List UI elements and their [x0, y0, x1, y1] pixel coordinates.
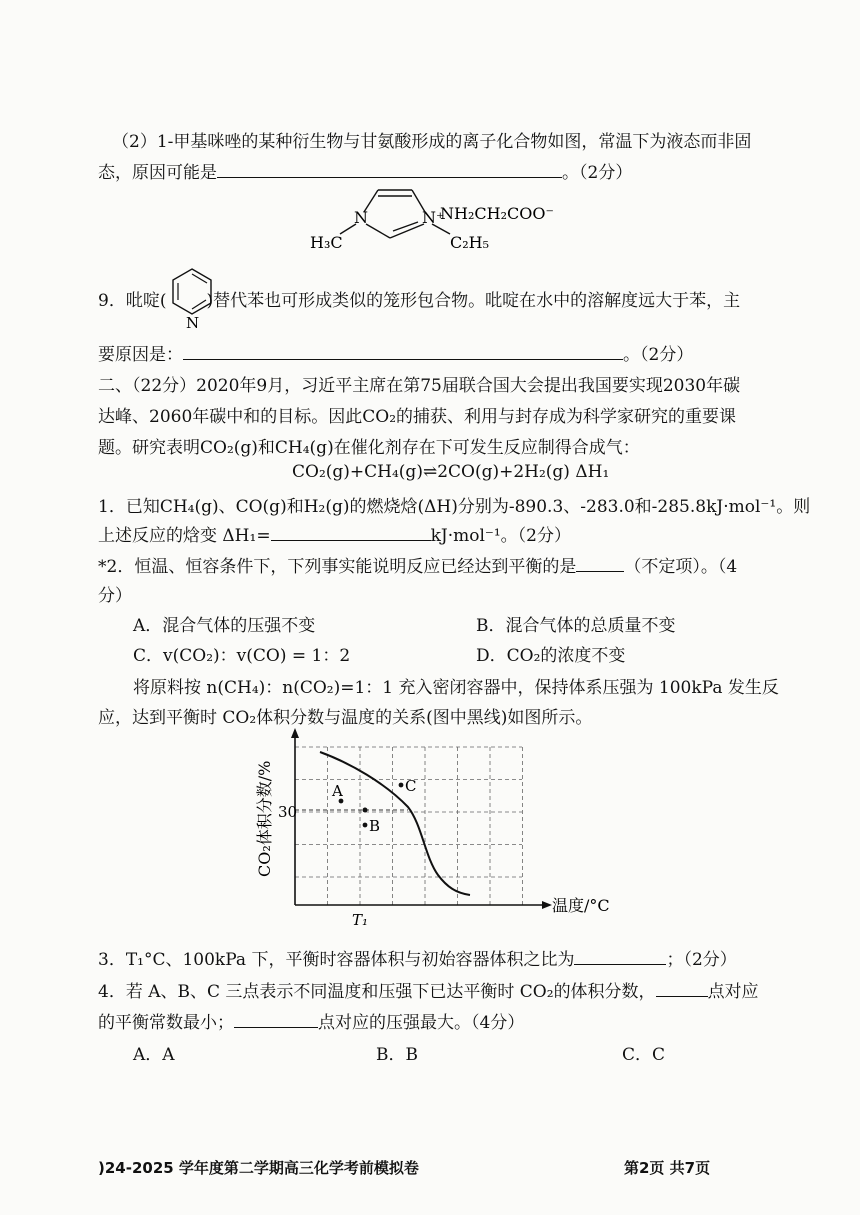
intersection-dot	[363, 808, 368, 813]
glycinate-anion: NH₂CH₂COO⁻	[440, 204, 554, 223]
q8-2-line2-suffix: 。（2分）	[562, 163, 633, 183]
q2-option-b[interactable]: B．混合气体的总质量不变	[476, 616, 676, 636]
chart-grid	[295, 747, 523, 905]
y-axis-label: CO₂体积分数/%	[255, 760, 274, 877]
footer-exam-title: )24-2025 学年度第二学期高三化学考前模拟卷	[98, 1159, 419, 1177]
q2-line1-prefix: *2．恒温、恒容条件下，下列事实能说明反应已经达到平衡的是	[98, 557, 577, 577]
imidazolium-structure	[300, 186, 560, 258]
answer-blank-q1[interactable]	[271, 523, 431, 541]
answer-blank-q3[interactable]	[574, 947, 666, 965]
q9-prefix: 9．吡啶(	[98, 291, 167, 311]
ethyl-group: C₂H₅	[450, 233, 490, 252]
intro-line2: 应，达到平衡时 CO₂体积分数与温度的关系(图中黑线)如图所示。	[98, 708, 593, 728]
pyridine-structure	[167, 265, 217, 331]
q3-line	[98, 945, 737, 970]
q4-line1-prefix: 4．若 A、B、C 三点表示不同温度和压强下已达平衡时 CO₂的体积分数，	[98, 982, 656, 1002]
x-axis-label: 温度/°C	[552, 896, 610, 915]
q1-line1: 1．已知CH₄(g)、CO(g)和H₂(g)的燃烧焓(ΔH)分别为-890.3、-283.0和-285.8kJ·mol⁻¹。则	[98, 497, 811, 517]
answer-blank-q4-b[interactable]	[234, 1010, 318, 1028]
q2-line1	[98, 552, 737, 577]
q2-option-d[interactable]: D．CO₂的浓度不变	[476, 646, 626, 666]
q2-option-c[interactable]: C．v(CO₂)：v(CO) = 1：2	[133, 646, 351, 666]
q4-line2	[98, 1008, 524, 1033]
point-b-label: B	[369, 817, 381, 835]
q1-line2	[98, 521, 571, 546]
q1-line2-prefix: 上述反应的焓变 ΔH₁=	[98, 526, 271, 546]
x-axis-arrow	[542, 901, 552, 909]
y-axis-arrow	[291, 728, 299, 738]
intro-line1: 将原料按 n(CH₄)：n(CO₂)=1：1 充入密闭容器中，保持体系压强为 100kPa 发生反	[133, 678, 779, 698]
q8-2-line2	[98, 158, 632, 183]
q1-line2-suffix: kJ·mol⁻¹。（2分）	[430, 526, 571, 546]
q4-option-a[interactable]: A．A	[133, 1045, 175, 1065]
q8-2-line2-prefix: 态，原因可能是	[98, 163, 217, 183]
imidazole-n-left: N	[354, 208, 368, 227]
co2-fraction-chart	[240, 725, 630, 935]
q4-line1	[98, 977, 759, 1002]
equilibrium-curve	[320, 752, 470, 895]
point-c-label: C	[405, 777, 417, 795]
q4-option-c[interactable]: C．C	[622, 1045, 666, 1065]
q4-option-b[interactable]: B．B	[376, 1045, 418, 1065]
q9-line2	[98, 340, 693, 365]
reaction-equation: CO₂(g)+CH₄(g)⇌2CO(g)+2H₂(g) ΔH₁	[292, 462, 610, 482]
q3-suffix: ；（2分）	[666, 950, 737, 970]
q4-line2-prefix: 的平衡常数最小；	[98, 1013, 234, 1033]
q3-prefix: 3．T₁°C、100kPa 下，平衡时容器体积与初始容器体积之比为	[98, 950, 575, 970]
q4-line2-suffix: 点对应的压强最大。（4分）	[318, 1013, 525, 1033]
point-b-dot	[363, 823, 368, 828]
q2-line2: 分）	[98, 586, 132, 606]
pyridine-n: N	[186, 314, 200, 331]
q8-2-line1: （2）1-甲基咪唑的某种衍生物与甘氨酸形成的离子化合物如图，常温下为液态而非固	[112, 132, 752, 152]
answer-blank-q9[interactable]	[183, 342, 623, 360]
section2-line1: 二、（22分）2020年9月，习近平主席在第75届联合国大会提出我国要实现2030年碳	[98, 376, 741, 396]
point-c-dot	[399, 783, 404, 788]
q2-option-a[interactable]: A．混合气体的压强不变	[133, 616, 316, 636]
answer-blank-q4-a[interactable]	[656, 979, 708, 997]
x-tick-t1: T₁	[352, 911, 369, 929]
answer-blank-q8-2[interactable]	[217, 160, 562, 178]
answer-blank-q2[interactable]	[576, 554, 624, 572]
y-tick-30: 30	[278, 803, 298, 821]
methyl-group: H₃C	[310, 233, 343, 252]
q9-suffix: )替代苯也可形成类似的笼形包合物。吡啶在水中的溶解度远大于苯，主	[206, 291, 741, 311]
section2-line2: 达峰、2060年碳中和的目标。因此CO₂的捕获、利用与封存成为科学家研究的重要课	[98, 407, 737, 427]
imidazole-n-plus: N⁺	[422, 208, 445, 227]
q2-line1-suffix: （不定项）。（4	[624, 557, 738, 577]
q9-line2-suffix: 。（2分）	[623, 345, 694, 365]
point-a-label: A	[332, 782, 343, 800]
q4-line1-suffix: 点对应	[707, 982, 759, 1002]
footer-page-number: 第2页 共7页	[624, 1159, 711, 1177]
q9-line2-prefix: 要原因是：	[98, 345, 183, 365]
section2-line3: 题。研究表明CO₂(g)和CH₄(g)在催化剂存在下可发生反应制得合成气：	[98, 438, 640, 458]
